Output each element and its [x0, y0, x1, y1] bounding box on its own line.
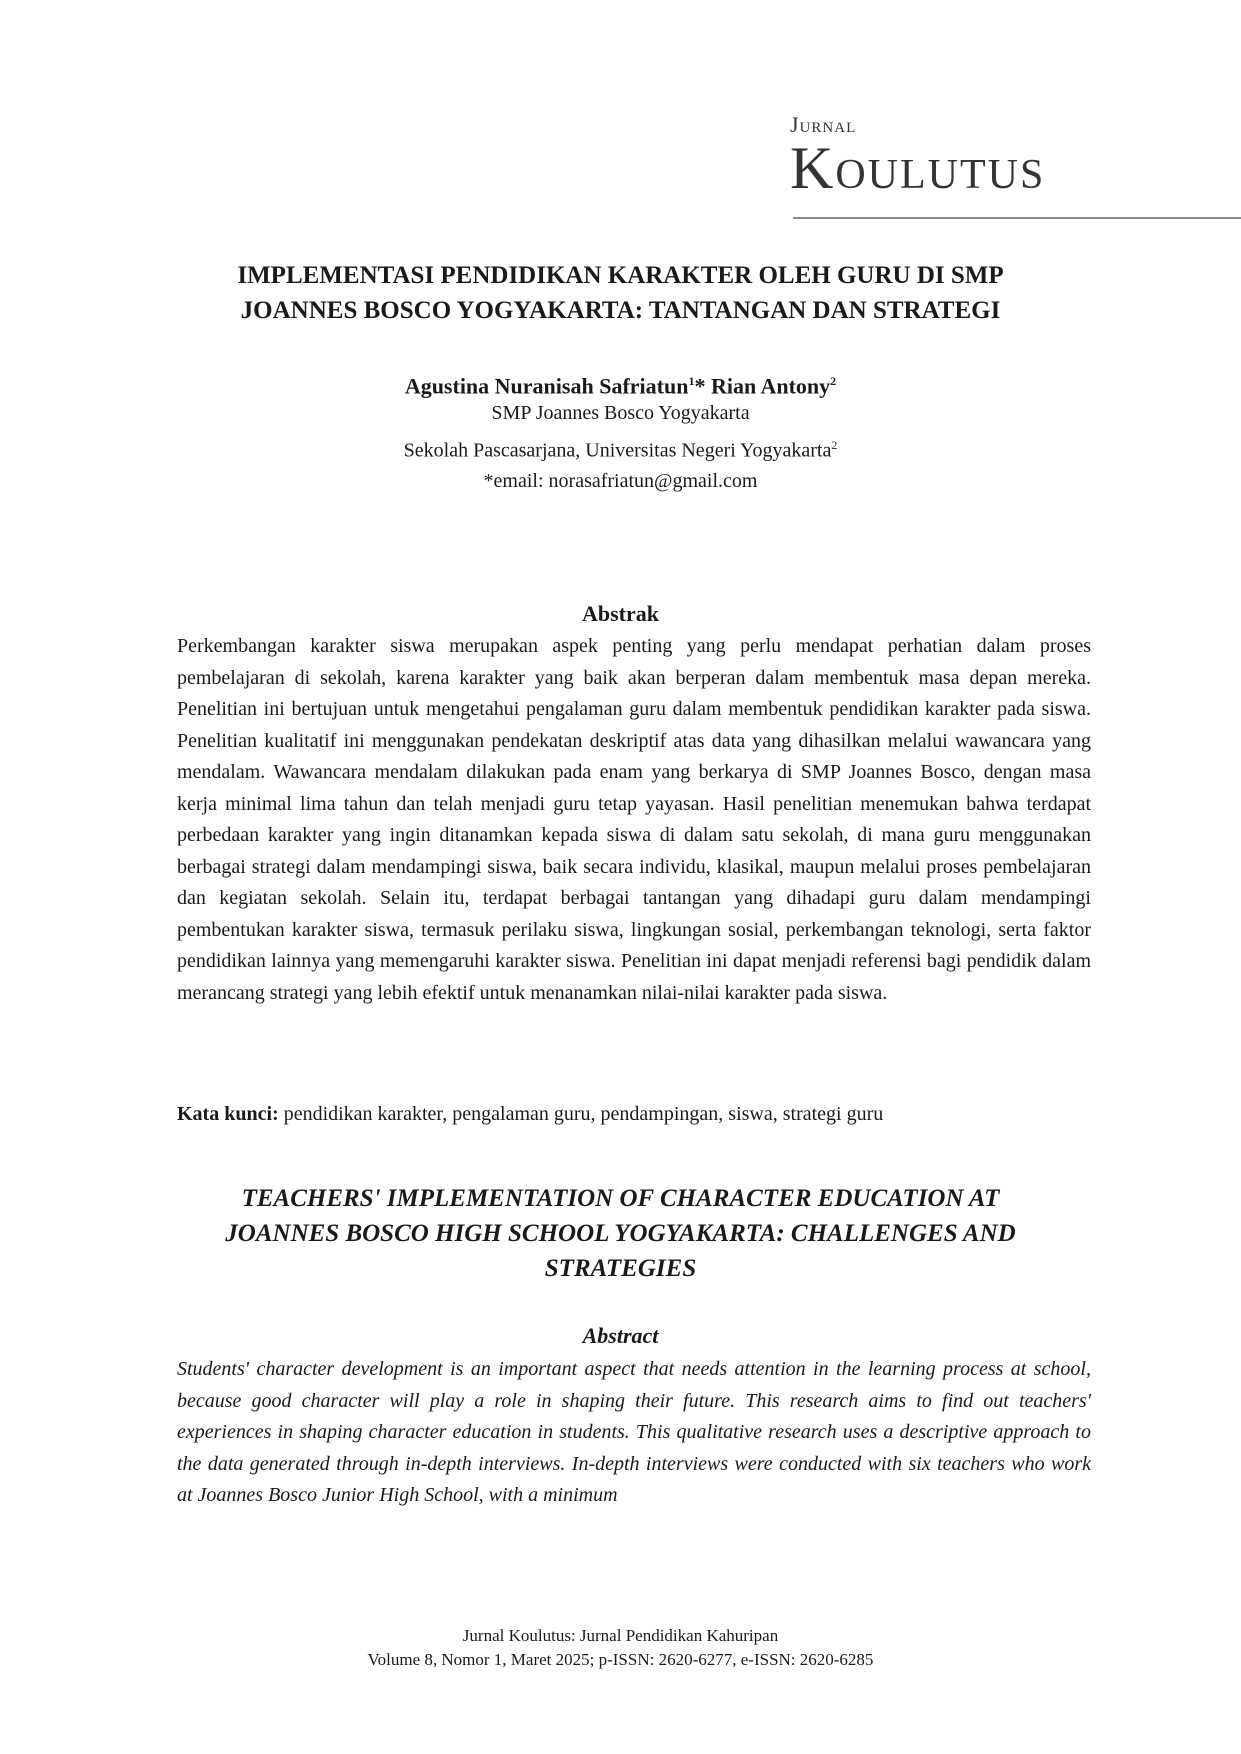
author-email: *email: norasafriatun@gmail.com — [483, 470, 758, 492]
author-1-name: Agustina Nuranisah Safriatun — [404, 373, 689, 399]
affiliation-2-text: Sekolah Pascasarjana, Universitas Negeri Yogyakarta — [403, 439, 832, 462]
title-id-line-2: JOANNES BOSCO YOGYAKARTA: TANTANGAN DAN STRATEGI — [240, 297, 1001, 324]
affiliation-2-sup: 2 — [831, 438, 838, 452]
title-en-line-1: TEACHERS' IMPLEMENTATION OF CHARACTER EDUCATION AT — [241, 1185, 1000, 1212]
paper-title-id — [0, 258, 1241, 328]
journal-logo-name: Koulutus — [790, 135, 1046, 201]
abstract-id-text: Perkembangan karakter siswa merupakan aspek penting yang perlu mendapat perhatian dalam proses pembelajaran di sekolah, karena karakter yang baik akan berperan dalam membentuk masa depan mereka. Penelitian ini bertujuan untuk mengetahui pengalaman guru dalam membentuk pendidikan karakter pada siswa. Penelitian kualitatif ini menggunakan pendekatan deskriptif atas data yang dihasilkan melalui wawancara yang mendalam. Wawancara mendalam dilakukan pada enam yang berkarya di SMP Joannes Bosco, dengan masa kerja minimal lima tahun dan telah menjadi guru tetap yayasan. Hasil penelitian menemukan bahwa terdapat perbedaan karakter yang ingin ditanamkan kepada siswa di dalam satu sekolah, di mana guru menggunakan berbagai strategi dalam mendampingi siswa, baik secara individu, klasikal, maupun melalui proses pembelajaran dan kegiatan sekolah. Selain itu, terdapat berbagai tantangan yang dihadapi guru dalam mendampingi pembentukan karakter siswa, termasuk perilaku siswa, lingkungan sosial, perkembangan teknologi, serta faktor pendidikan lainnya yang memengaruhi karakter siswa. Penelitian ini dapat menjadi referensi bagi pendidik dalam merancang strategi yang lebih efektif untuk menanamkan nilai-nilai karakter pada siswa. — [177, 635, 1091, 1004]
logo-divider — [793, 217, 1241, 219]
title-en-line-3: STRATEGIES — [544, 1255, 697, 1282]
page-footer — [0, 1624, 1241, 1672]
affiliation-1: SMP Joannes Bosco Yogyakarta — [491, 402, 750, 424]
title-id-line-1: IMPLEMENTASI PENDIDIKAN KARAKTER OLEH GURU DI SMP — [237, 262, 1004, 289]
footer-issue: Volume 8, Nomor 1, Maret 2025; p-ISSN: 2620-6277, e-ISSN: 2620-6285 — [367, 1650, 874, 1669]
paper-title-en — [0, 1181, 1241, 1286]
abstract-id-heading: Abstrak — [581, 601, 659, 626]
footer-journal: Jurnal Koulutus: Jurnal Pendidikan Kahuripan — [462, 1626, 779, 1645]
author-1-mark: * — [694, 373, 706, 399]
author-2-sup: 2 — [830, 374, 837, 388]
affiliation-2 — [0, 432, 1241, 464]
title-en-line-2: JOANNES BOSCO HIGH SCHOOL YOGYAKARTA: CHALLENGES AND — [225, 1220, 1016, 1247]
keywords-values: pendidikan karakter, pengalaman guru, pendampingan, siswa, strategi guru — [278, 1103, 884, 1125]
abstract-en-text: Students' character development is an important aspect that needs attention in the learning process at school, because good character will play a role in shaping their future. This research aims to find out teachers' experiences in shaping character education in students. This qualitative research uses a descriptive approach to the data generated through in-depth interviews. In-depth interviews were conducted with six teachers who work at Joannes Bosco Junior High School, with a minimum — [177, 1358, 1091, 1506]
keywords-label: Kata kunci: — [177, 1103, 279, 1125]
author-line — [0, 367, 1241, 400]
abstract-en-heading: Abstract — [582, 1323, 659, 1348]
author-1-sup: 1 — [688, 374, 695, 388]
journal-logo-small: Jurnal — [790, 112, 857, 137]
keywords-line — [177, 1103, 1091, 1126]
author-2-name: Rian Antony — [710, 373, 831, 399]
